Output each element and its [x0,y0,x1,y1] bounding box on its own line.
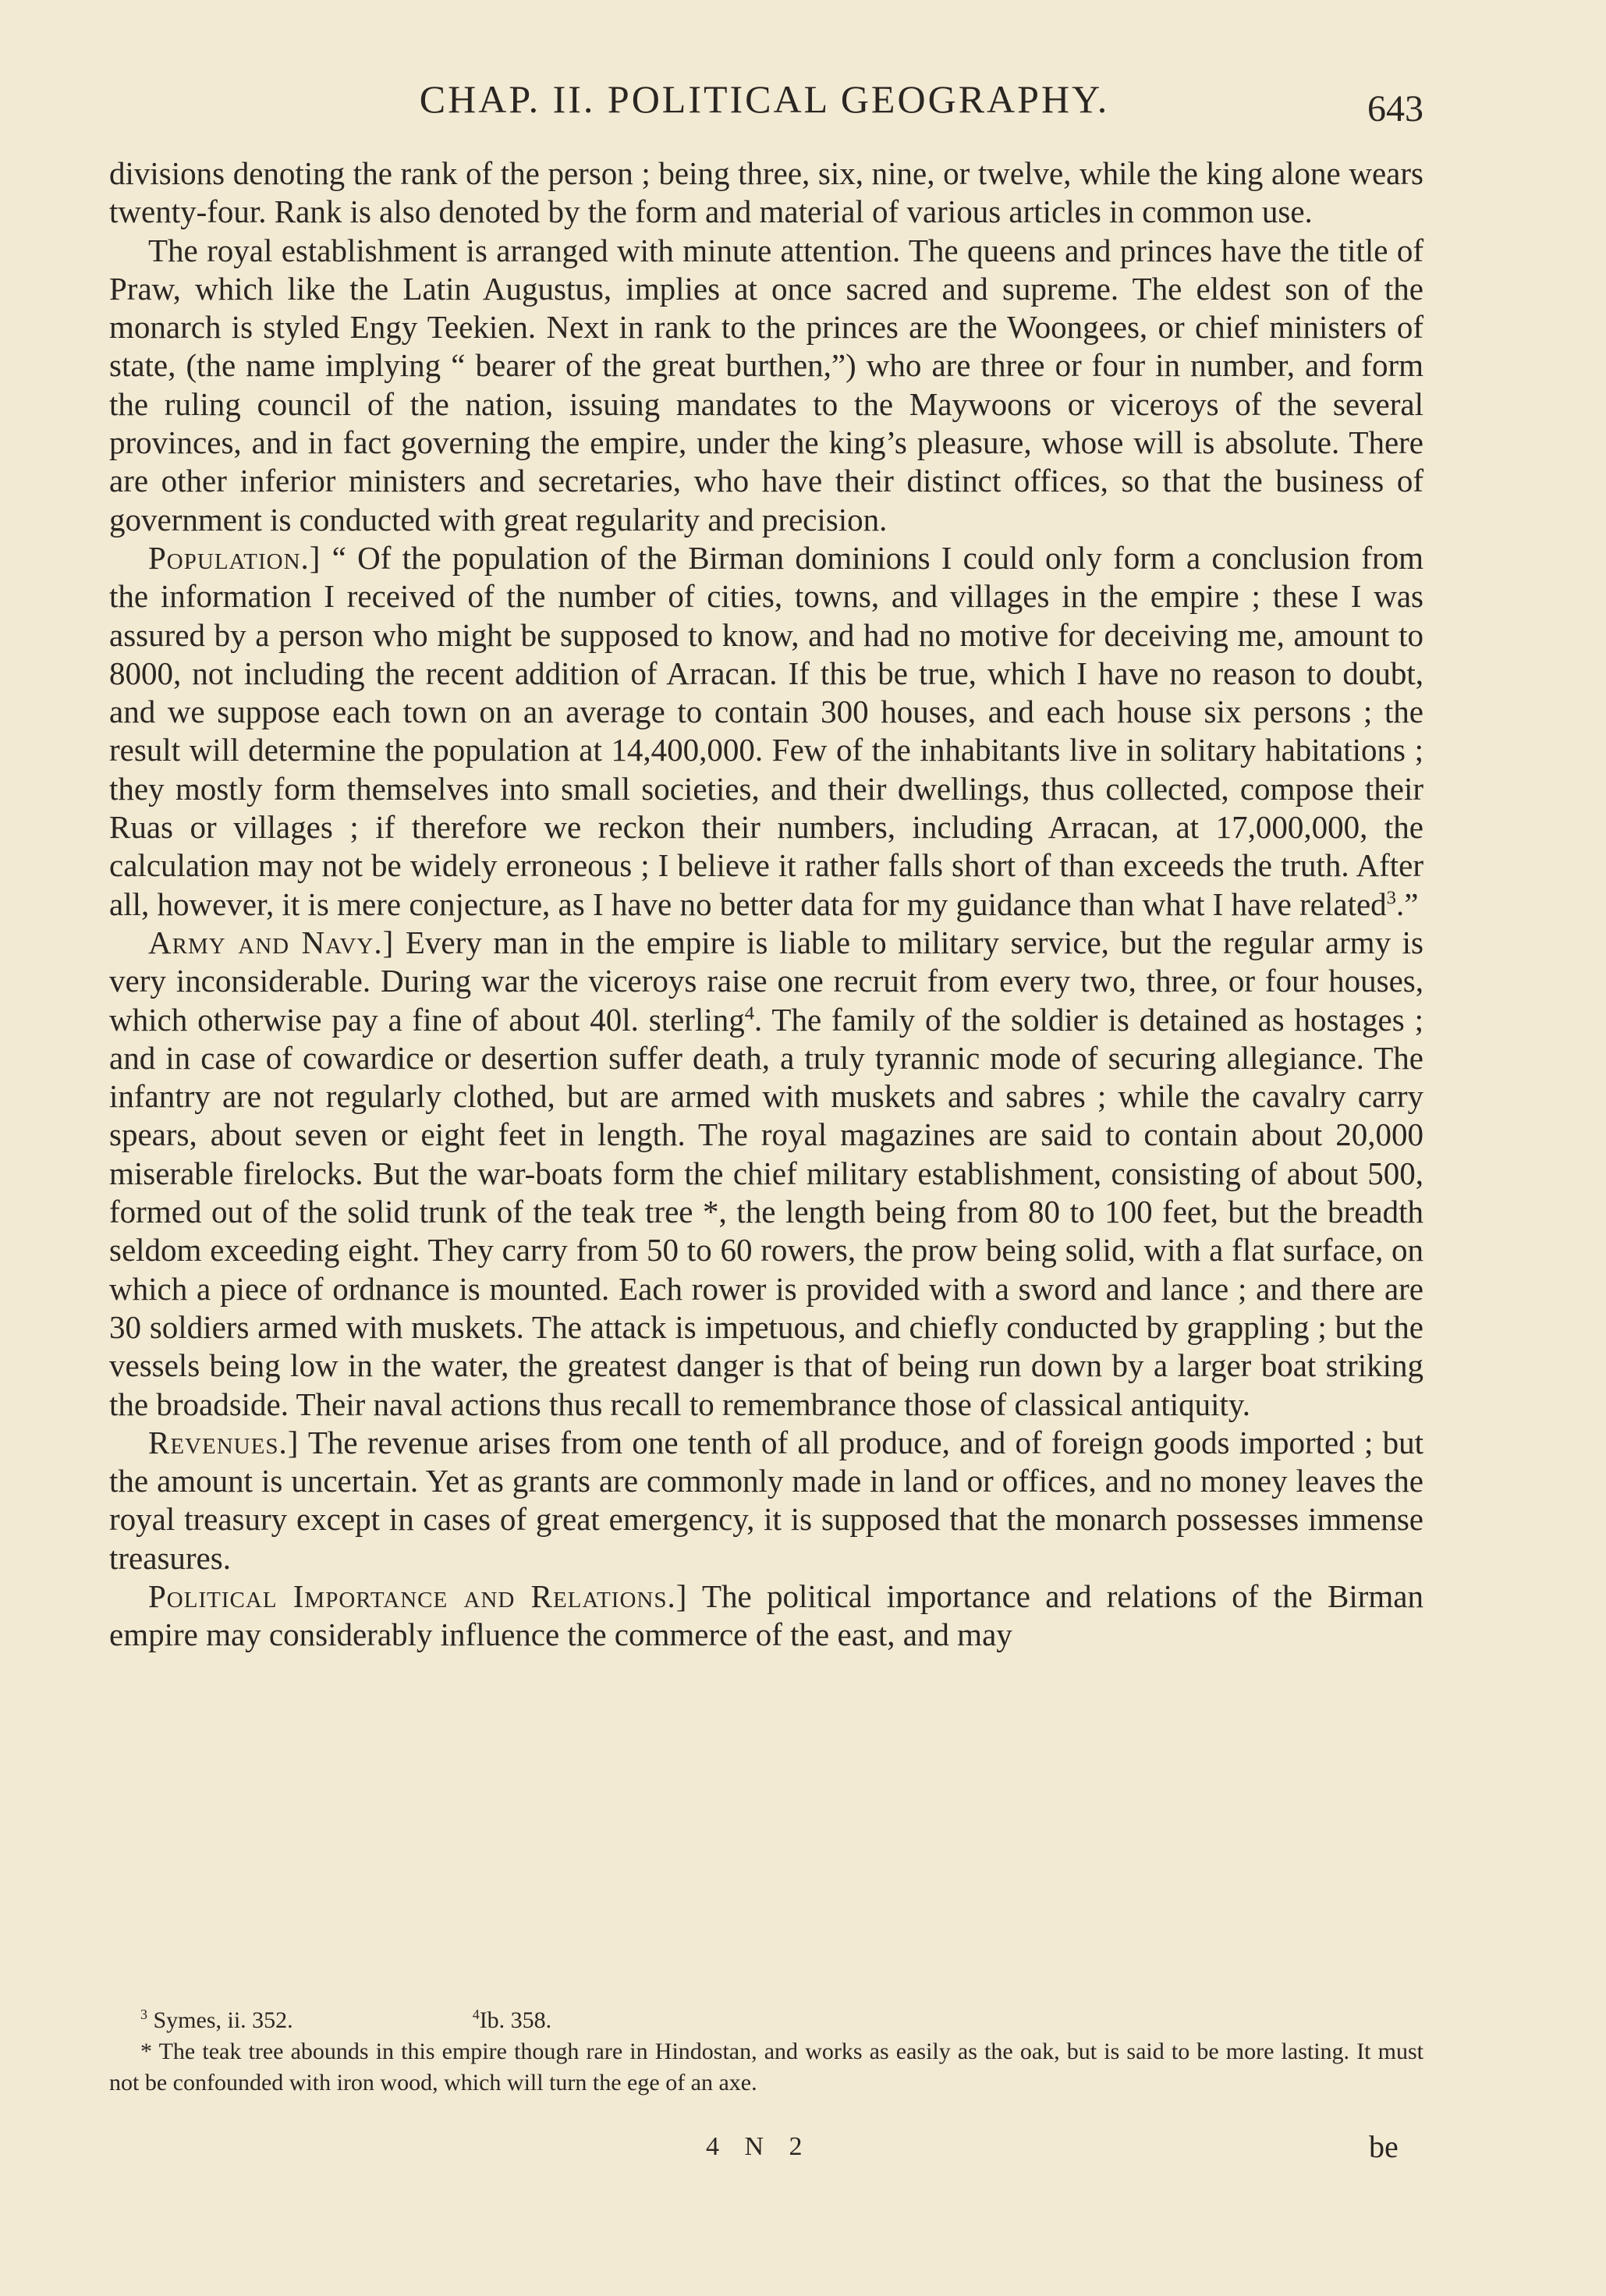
footnote-star: * The teak tree abounds in this empire though rare in Hindostan, and works as easily as the oak, but is said to be more lasting. It must not be confounded with iron wood, which will turn the ege of an axe. [109,2039,1423,2095]
army-text-b: . The family of the soldier is detained as hostages ; and in case of cowardice or desertion suffer death, a truly tyrannic mode of securing allegiance. The infantry are not regularly clothed, but are armed with muskets and sabres ; while the cavalry carry spears, about seven or eight feet in length. The royal magazines are said to contain about 20,000 miserable firelocks. But the war-boats form the chief military establishment, consisting of about 500, formed out of the solid trunk of the teak tree *, the length being from 80 to 100 feet, but the breadth seldom exceeding eight. They carry from 50 to 60 rowers, the prow being solid, with a flat surface, on which a piece of ordnance is mounted. Each rower is provided with a sword and lance ; and there are 30 soldiers armed with muskets. The attack is impetuous, and chiefly conducted by grappling ; but the vessels being low in the water, the greatest danger is that of being run down by a larger boat striking the broadside. Their naval actions thus recall to remembrance those of classical antiquity. [109,1001,1423,1422]
footnote-3-text: Symes, ii. 352. [153,2007,293,2033]
page-number: 643 [1367,88,1423,130]
population-text-end: .” [1395,885,1419,922]
footnote-4 [473,2005,552,2036]
revenues-text: The revenue arises from one tenth of all produce, and of foreign goods imported ; but the amount is uncertain. Yet as grants are commonly made in land or offices, and no money leaves the royal treasury except in cases of great emergency, it is supposed that the monarch possesses immense treasures. [109,1424,1424,1576]
footnote-4-mark: 4 [472,2007,480,2022]
political-text: The political importance and relations of the Birman empire may considerably influence the commerce of the east, and may [109,1577,1423,1653]
population-text: “ Of the population of the Birman dominions I could only form a conclusion from the information I received of the number of cities, towns, and villages in the empire ; these I was assured by a person who might be supposed to know, and had no motive for deceiving me, amount to 8000, not including the recent addition of Arracan. If this be true, which I have no reason to doubt, and we suppose each town on an average to contain 300 houses, and each house six persons ; the result will determine the population at 14,400,000. Few of the inhabitants live in solitary habitations ; they mostly form themselves into small societies, and their dwellings, thus collected, compose their Ruas or villages ; if therefore we reckon their numbers, including Arracan, at 17,000,000, the calculation may not be widely erroneous ; I believe it rather falls short of than exceeds the truth. After all, however, it is mere conjecture, as I have no better data for my guidance than what I have related [109,539,1423,922]
paragraph-royal-establishment: The royal establishment is arranged with minute attention. The queens and princes have the title of Praw, which like the Latin Augustus, implies at once sacred and supreme. The eldest son of the monarch is styled Engy Teekien. Next in rank to the princes are the Woongees, or chief ministers of state, (the name implying “ bearer of the great burthen,”) who are three or four in number, and form the ruling council of the nation, issuing mandates to the Maywoons or viceroys of the several provinces, and in fact governing the empire, under the king’s pleasure, whose will is absolute. There are other inferior ministers and secretaries, who have their distinct offices, so that the business of government is conducted with great regularity and precision. [109,232,1423,538]
catchword: be [1369,2129,1399,2164]
paragraph-population [109,539,1423,924]
footnotes [109,2005,1423,2099]
section-head-political-importance: Political Importance and Relations.] [148,1577,688,1614]
footnote-4-text: Ib. 358. [479,2007,552,2033]
section-head-revenues: Revenues.] [148,1424,300,1460]
footnote-row [109,2005,1423,2036]
footnote-3-mark: 3 [140,2007,147,2022]
paragraph-political-importance [109,1577,1423,1655]
running-head: CHAP. II. POLITICAL GEOGRAPHY. [419,77,1110,121]
footnote-3 [140,2005,293,2036]
paragraph-revenues [109,1424,1423,1577]
army-text-a: Every man in the empire is liable to military service, but the regular army is very inconsiderable. During war the viceroys raise one recruit from every two, three, or four houses, which otherwise pay a fine of about 40l. sterling [109,924,1424,1038]
section-head-population: Population.] [148,539,321,576]
signature-mark: 4 N 2 [706,2132,812,2161]
body-text [109,154,1423,1655]
paragraph-army-navy [109,924,1423,1424]
section-head-army-navy: Army and Navy.] [148,924,395,960]
footnote-ref-3: 3 [1386,886,1396,908]
footnote-ref-4: 4 [744,1002,755,1024]
paragraph-rank: divisions denoting the rank of the person ; being three, six, nine, or twelve, while the king alone wears twenty-four. Rank is also denoted by the form and material of various articles in common use. [109,155,1423,230]
